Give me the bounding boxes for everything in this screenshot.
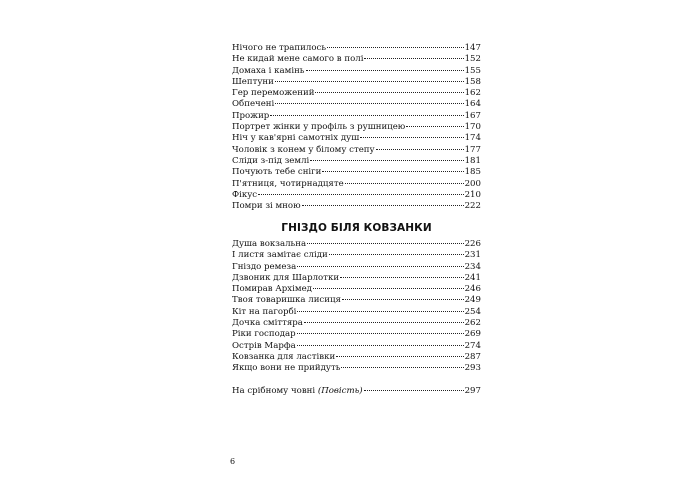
toc-entry <box>232 122 481 133</box>
toc-entry-page: 226 <box>464 239 481 249</box>
toc-entry <box>232 273 481 284</box>
toc-entry-title-text: Почують тебе сніги <box>232 167 322 178</box>
toc-entry-page: 234 <box>464 261 481 272</box>
toc-entry <box>232 284 481 295</box>
toc-entry-page: 222 <box>464 201 481 212</box>
toc-entry-title <box>232 352 335 363</box>
toc-entry-title <box>232 77 274 88</box>
toc-entry <box>232 133 481 144</box>
toc-entry <box>232 363 481 374</box>
toc-entry-title-text: І листя замітає сліди <box>232 250 328 261</box>
toc-entry <box>232 262 481 273</box>
dot-leader <box>364 390 464 391</box>
toc-entry-title-text: На срібному човні <box>232 386 318 396</box>
toc-entry-title-text: Домаха і камінь <box>232 65 305 76</box>
toc-entry-page: 158 <box>464 76 481 87</box>
toc-entry-title <box>232 179 344 190</box>
section-heading: ГНІЗДО БІЛЯ КОВЗАНКИ <box>281 222 432 234</box>
toc-entry-page: 249 <box>464 295 481 306</box>
toc-entry-page: 181 <box>464 155 481 166</box>
toc-entry-title-text: Портрет жінки у профіль з рушницею <box>232 122 406 133</box>
toc-entry-title <box>232 111 269 122</box>
toc-entry <box>232 239 481 250</box>
toc-entry <box>232 43 481 54</box>
dot-leader <box>270 115 463 116</box>
toc-entry-title-text: Дзвоник для Шарлотки <box>232 272 340 283</box>
toc-entry-page: 293 <box>464 363 481 374</box>
toc-list-extra <box>232 386 481 397</box>
toc-entry-page: 262 <box>464 318 481 329</box>
dot-leader <box>364 58 463 59</box>
toc-entry <box>232 386 481 397</box>
dot-leader <box>297 333 464 334</box>
toc-entry-page: 170 <box>464 122 481 133</box>
toc-entry <box>232 66 481 77</box>
toc-entry-title-text: Помри зі мною <box>232 201 301 212</box>
toc-entry-title <box>232 284 312 295</box>
toc-entry-title <box>232 262 296 273</box>
toc-entry-title-text: Якщо вони не прийдуть <box>232 363 341 374</box>
toc-entry <box>232 341 481 352</box>
toc-entry-title-text: Сліди з-під землі <box>232 155 310 166</box>
toc-entry-page: 269 <box>464 329 481 340</box>
dot-leader <box>342 299 464 300</box>
dot-leader <box>297 311 463 312</box>
toc-entry <box>232 250 481 261</box>
toc-entry-title <box>232 54 363 65</box>
toc-entry-title-text: Прожир <box>232 110 270 121</box>
toc-entry-title-text: Чоловік з конем у білому степу <box>232 144 375 155</box>
toc-entry-title-text: Твоя товаришка лисиця <box>232 295 341 306</box>
toc-entry-page: 274 <box>464 340 481 351</box>
toc-entry-page: 147 <box>464 43 481 53</box>
toc-entry <box>232 77 481 88</box>
dot-leader <box>315 92 463 93</box>
dot-leader <box>310 160 463 161</box>
dot-leader <box>297 345 464 346</box>
toc-entry-title-text: Ріки господар <box>232 329 296 340</box>
dot-leader <box>302 205 464 206</box>
toc-entry-title <box>232 88 314 99</box>
dot-leader <box>258 194 463 195</box>
toc-entry-title <box>232 363 340 374</box>
dot-leader <box>297 266 463 267</box>
toc-entry-page: 297 <box>464 386 481 396</box>
dot-leader <box>313 288 464 289</box>
dot-leader <box>329 254 464 255</box>
dot-leader <box>275 81 464 82</box>
dot-leader <box>336 356 463 357</box>
dot-leader <box>327 47 464 48</box>
toc-entry <box>232 167 481 178</box>
toc-entry <box>232 54 481 65</box>
toc-entry-page: 174 <box>464 133 481 144</box>
toc-entry <box>232 99 481 110</box>
toc-entry-title-text: Обпечені <box>232 99 275 110</box>
toc-list-top <box>232 43 481 212</box>
toc-entry-title <box>232 341 296 352</box>
toc-entry-title <box>232 190 257 201</box>
toc-entry-title-text: Фікус <box>232 189 258 200</box>
toc-entry-title-text: Острів Марфа <box>232 340 296 351</box>
toc-entry <box>232 111 481 122</box>
toc-entry-page: 152 <box>464 54 481 65</box>
toc-entry-title <box>232 250 328 261</box>
toc-entry-title <box>232 386 363 397</box>
toc-entry-page: 185 <box>464 167 481 178</box>
toc-entry <box>232 318 481 329</box>
toc-entry-title-text: Ковзанка для ластівки <box>232 351 336 362</box>
toc-entry-page: 287 <box>464 351 481 362</box>
toc-entry-page: 200 <box>464 178 481 189</box>
toc-entry-title <box>232 167 321 178</box>
toc-entry-page: 162 <box>464 88 481 99</box>
toc-entry-title-text: Ніч у кав'ярні самотніх душ <box>232 133 360 144</box>
dot-leader <box>345 183 464 184</box>
page-number: 6 <box>230 457 236 466</box>
toc-entry-title <box>232 43 326 54</box>
dot-leader <box>340 277 464 278</box>
toc-entry-title <box>232 145 375 156</box>
toc-entry-title <box>232 201 301 212</box>
toc-entry-title <box>232 156 309 167</box>
toc-entry <box>232 307 481 318</box>
toc-entry-title-text: Помирав Архімед <box>232 284 312 295</box>
toc-entry-title-text: Гер переможений <box>232 88 315 99</box>
toc-entry-title <box>232 133 359 144</box>
toc-entry-subtitle: (Повість) <box>317 386 363 396</box>
toc-entry-title <box>232 239 306 250</box>
toc-entry-title-text: Шептуни <box>232 76 274 87</box>
toc-entry-title <box>232 295 341 306</box>
dot-leader <box>406 126 463 127</box>
toc-entry-title <box>232 273 339 284</box>
dot-leader <box>376 149 464 150</box>
toc-entry <box>232 190 481 201</box>
dot-leader <box>306 70 464 71</box>
toc-entry-title <box>232 307 296 318</box>
dot-leader <box>307 243 464 244</box>
toc-entry <box>232 329 481 340</box>
toc-entry-page: 254 <box>464 306 481 317</box>
toc-entry <box>232 156 481 167</box>
toc-entry-page: 167 <box>464 110 481 121</box>
toc-entry-page: 231 <box>464 250 481 261</box>
dot-leader <box>360 137 463 138</box>
toc-entry <box>232 295 481 306</box>
toc-entry <box>232 88 481 99</box>
toc-entry-page: 155 <box>464 65 481 76</box>
toc-entry-title <box>232 66 305 77</box>
toc-entry-page: 246 <box>464 284 481 295</box>
toc-entry-title <box>232 122 405 133</box>
toc-entry-title-text: Не кидай мене самого в полі <box>232 54 364 65</box>
toc-entry <box>232 145 481 156</box>
toc-entry-title-text: Нічого не трапилось <box>232 43 327 53</box>
toc-entry-title-text: Душа вокзальна <box>232 239 307 249</box>
dot-leader <box>322 171 463 172</box>
toc-entry-page: 210 <box>464 189 481 200</box>
toc-entry-page: 177 <box>464 144 481 155</box>
toc-entry-title-text: П'ятниця, чотирнадцяте <box>232 178 344 189</box>
toc-entry-title <box>232 329 296 340</box>
toc-list-bottom <box>232 239 481 375</box>
toc-entry-title-text: Кіт на пагорбі <box>232 306 297 317</box>
toc-entry-title <box>232 318 303 329</box>
toc-entry <box>232 352 481 363</box>
toc-entry <box>232 179 481 190</box>
toc-entry-title-text: Дочка сміттяра <box>232 318 303 329</box>
toc-entry-page: 241 <box>464 272 481 283</box>
toc-entry-title-text: Гніздо ремеза <box>232 261 297 272</box>
dot-leader <box>275 103 463 104</box>
dot-leader <box>341 367 463 368</box>
toc-entry-page: 164 <box>464 99 481 110</box>
dot-leader <box>304 322 464 323</box>
toc-entry-title <box>232 99 274 110</box>
toc-entry <box>232 201 481 212</box>
